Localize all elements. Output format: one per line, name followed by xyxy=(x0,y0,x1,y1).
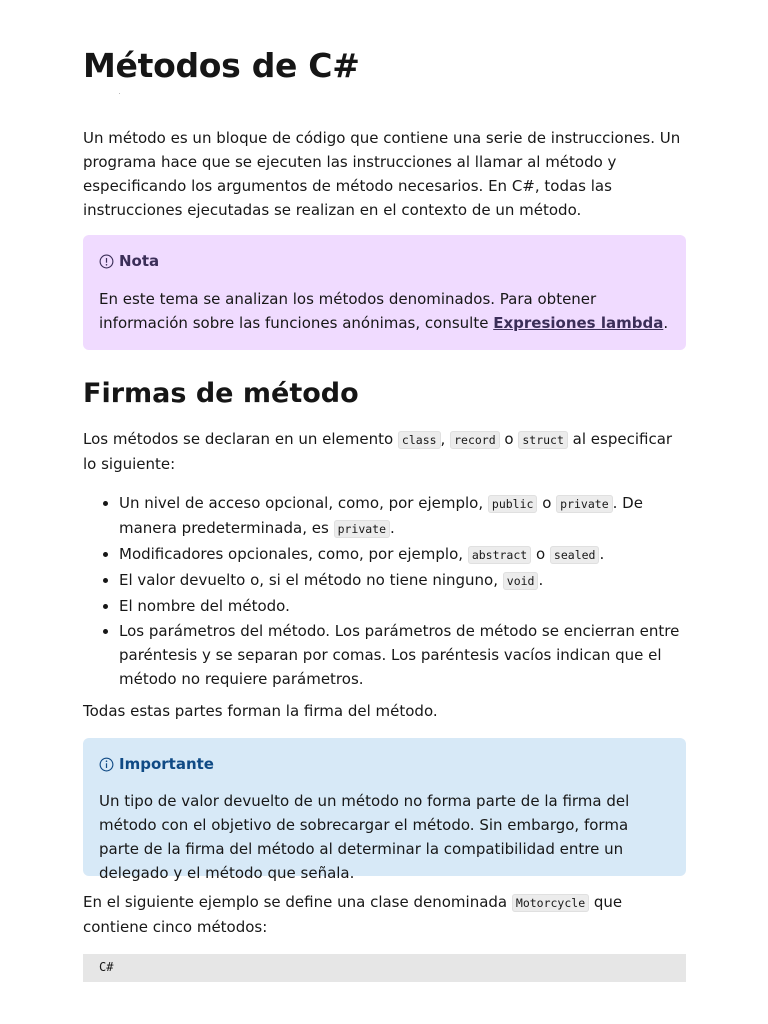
note-title-text: Nota xyxy=(119,252,160,270)
inline-code: sealed xyxy=(550,546,600,564)
note-callout-title xyxy=(99,249,670,273)
info-icon xyxy=(99,254,114,269)
inline-code: Motorcycle xyxy=(512,894,589,912)
list-item: • El nombre del método. xyxy=(119,594,686,618)
inline-code: abstract xyxy=(468,546,531,564)
list-item: • Los parámetros del método. Los parámetros de método se encierran entre paréntesis y se separan por comas. Los paréntesis vacíos indican que el método no requiere parámetros. xyxy=(119,619,686,691)
important-callout-title xyxy=(99,752,670,776)
inline-code: struct xyxy=(518,431,568,449)
code-block-header xyxy=(83,954,686,982)
note-text: En este tema se analizan los métodos denominados. Para obtener información sobre las funciones anónimas, consulte xyxy=(99,290,597,332)
section-heading: Firmas de método xyxy=(83,378,359,409)
page-title: Métodos de C# xyxy=(83,46,360,85)
inline-code: public xyxy=(488,495,538,513)
inline-code: record xyxy=(450,431,500,449)
inline-code: class xyxy=(398,431,441,449)
note-callout xyxy=(83,235,686,350)
title-underline-dot xyxy=(119,93,120,94)
parts-paragraph: Todas estas partes forman la firma del método. xyxy=(83,702,438,720)
code-language-label: C# xyxy=(99,960,114,974)
note-text-end: . xyxy=(663,314,669,332)
important-callout xyxy=(83,738,686,882)
lambda-expressions-link[interactable]: Expresiones lambda xyxy=(493,314,664,332)
intro-paragraph: Un método es un bloque de código que contiene una serie de instrucciones. Un programa hace que se ejecuten las instrucciones al llamar al método y especificando los argumentos de método necesarios. En C#, todas las instrucciones ejecutadas se realizan en el contexto de un método. xyxy=(83,129,681,219)
declare-paragraph: Los métodos se declaran en un elemento class , record o struct al especificar lo siguiente: xyxy=(83,430,673,473)
inline-code: private xyxy=(556,495,612,513)
important-title-text: Importante xyxy=(119,755,214,773)
info-icon xyxy=(99,757,114,772)
list-item: • Un nivel de acceso opcional, como, por ejemplo, public o private . De manera predeterminada, es private . xyxy=(119,491,686,541)
inline-code: private xyxy=(334,520,390,538)
example-paragraph: En el siguiente ejemplo se define una clase denominada Motorcycle que contiene cinco métodos: xyxy=(83,893,623,936)
signature-parts-list xyxy=(83,491,686,692)
important-body: Un tipo de valor devuelto de un método no forma parte de la firma del método con el objetivo de sobrecargar el método. Sin embargo, forma parte de la firma del método al determinar la compatibilidad entre un delegado y el método que señala. xyxy=(99,792,630,882)
list-item: • Modificadores opcionales, como, por ejemplo, abstract o sealed . xyxy=(119,542,686,567)
note-body xyxy=(99,287,670,335)
inline-code: void xyxy=(503,572,539,590)
list-item: • El valor devuelto o, si el método no tiene ninguno, void . xyxy=(119,568,686,593)
